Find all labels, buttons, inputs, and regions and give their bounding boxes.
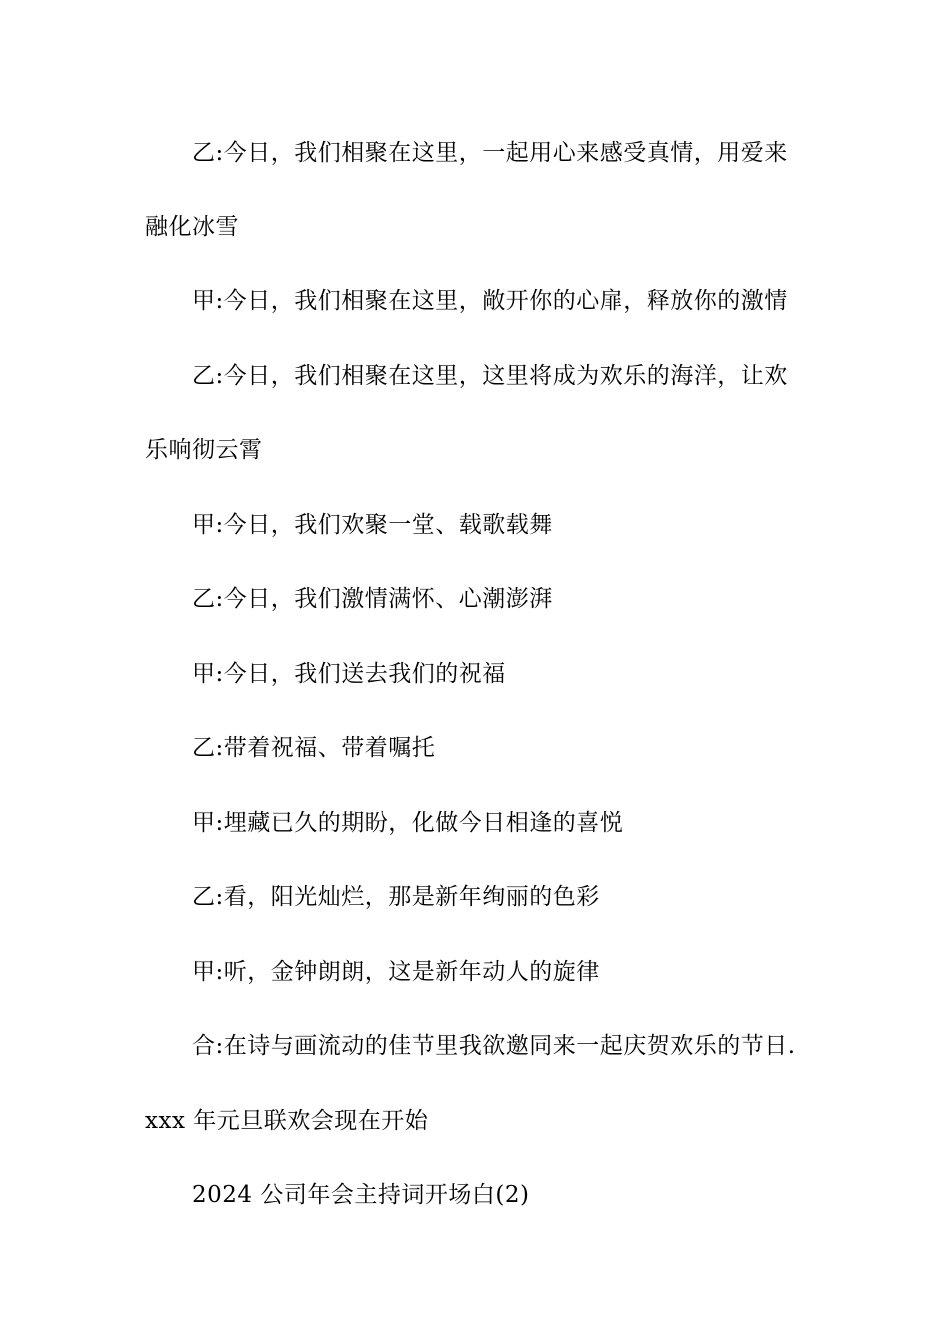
dialogue-line: 甲:埋藏已久的期盼，化做今日相逢的喜悦 [192,810,624,836]
dialogue-line: 甲:听，金钟朗朗，这是新年动人的旋律 [192,959,600,985]
dialogue-line: 乙:今日，我们相聚在这里，一起用心来感受真情，用爱来 [192,140,788,166]
dialogue-line-continuation: 融化冰雪 [145,214,239,240]
dialogue-line-continuation: xxx 年元旦联欢会现在开始 [145,1108,429,1134]
dialogue-line-continuation: 乐响彻云霄 [145,437,263,463]
dialogue-line: 乙:今日，我们相聚在这里，这里将成为欢乐的海洋，让欢 [192,363,788,389]
dialogue-line: 乙:今日，我们激情满怀、心潮澎湃 [192,586,553,612]
dialogue-line: 乙:带着祝福、带着嘱托 [192,735,436,761]
section-heading: 2024 公司年会主持词开场白(2) [192,1182,530,1208]
dialogue-line: 甲:今日，我们送去我们的祝福 [192,661,506,687]
dialogue-line: 乙:看，阳光灿烂，那是新年绚丽的色彩 [192,884,600,910]
dialogue-line: 甲:今日，我们欢聚一堂、载歌载舞 [192,512,553,538]
dialogue-line: 甲:今日，我们相聚在这里，敞开你的心扉，释放你的激情 [192,288,788,314]
dialogue-line: 合:在诗与画流动的佳节里我欲邀同来一起庆贺欢乐的节日. [192,1033,796,1059]
